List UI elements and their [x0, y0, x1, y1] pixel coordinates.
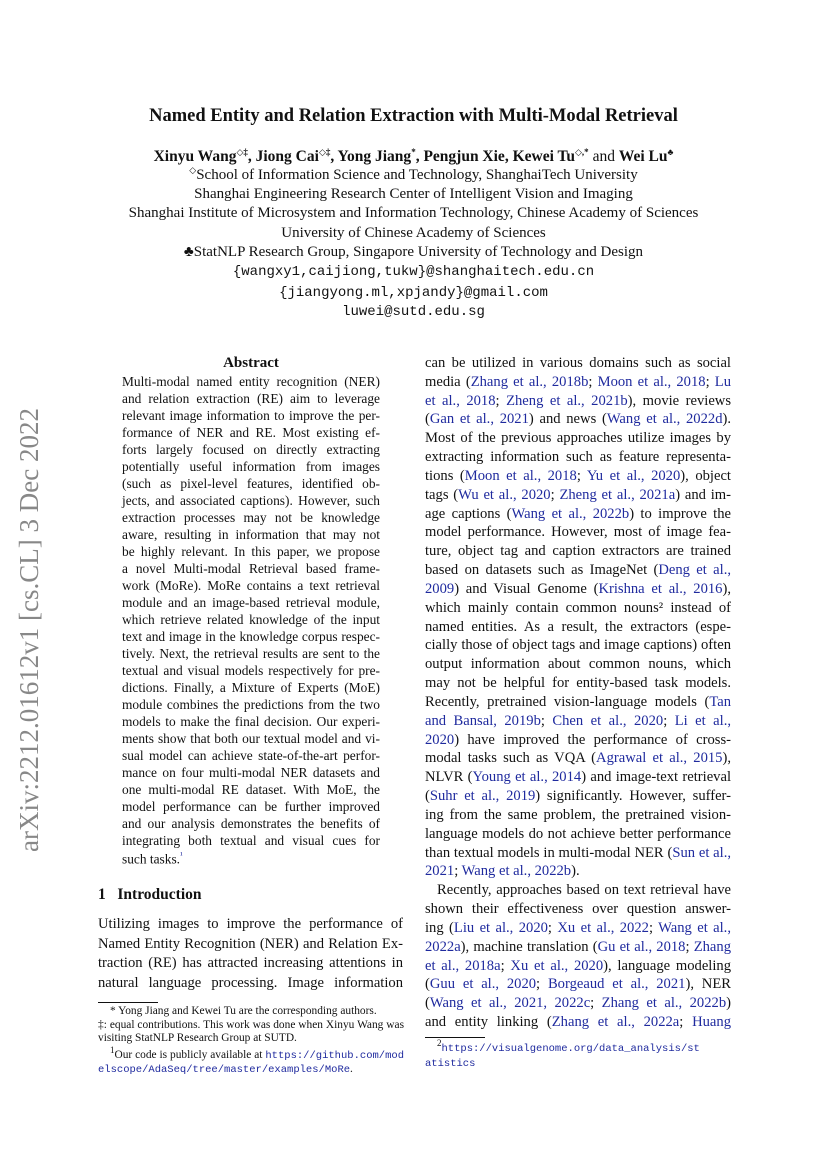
text-line: [122, 595, 380, 613]
text-segment: ;: [590, 995, 602, 1012]
text-segment: tags (: [425, 486, 459, 503]
text-line: [122, 612, 380, 630]
footnote-rule: [425, 1037, 485, 1038]
citation-link[interactable]: Zhang et al., 2022a: [551, 1014, 680, 1031]
citation-link[interactable]: Chen et al., 2020: [552, 712, 664, 729]
text-segment: text and image in the knowledge corpus respec-: [122, 629, 380, 644]
text-segment: (: [425, 976, 430, 993]
text-line: [425, 769, 731, 787]
text-line: [425, 468, 731, 486]
text-segment: NLVR (: [425, 769, 473, 786]
citation-link[interactable]: Young et al., 2014: [472, 769, 582, 786]
citation-link[interactable]: Wang et al., 2022b: [511, 505, 630, 522]
text-segment: a novel Multi-modal Retrieval based frame-: [122, 561, 380, 576]
visualgenome-link[interactable]: https://visualgenome.org/data_analysis/statistics: [425, 1043, 700, 1070]
citation-link[interactable]: 2022a: [425, 938, 461, 955]
citation-link[interactable]: Zhang et al., 2022b: [601, 995, 727, 1012]
text-line: [98, 975, 403, 993]
text-line: [425, 826, 731, 844]
citation-link[interactable]: Agrawal et al., 2015: [596, 750, 723, 767]
email-line: {wangxy1,caijiong,tukw}@shanghaitech.edu.cn: [232, 264, 595, 280]
text-segment: modal tasks such as VQA (: [425, 750, 597, 767]
text-segment: ;: [685, 938, 694, 955]
citation-link[interactable]: Gu et al., 2018: [597, 938, 686, 955]
text-line: [122, 765, 380, 783]
text-segment: Multi-modal named entity recognition (NER): [122, 374, 380, 389]
text-segment: and entity linking (: [425, 1014, 552, 1031]
text-line: [122, 850, 380, 868]
text-segment: cially those of object tags and image captions) often: [425, 637, 731, 654]
text-segment: media (: [425, 373, 471, 390]
citation-link[interactable]: Liu et al., 2020: [453, 919, 548, 936]
text-segment: and relation extraction (RE) aim to leverage: [122, 391, 380, 406]
text-segment: ;: [500, 957, 511, 974]
text-line: [122, 833, 380, 851]
text-line: [425, 920, 731, 938]
text-segment: ;: [663, 712, 675, 729]
text-line: [425, 411, 731, 429]
text-line: [122, 510, 380, 528]
text-line: [425, 788, 731, 806]
citation-link[interactable]: Suhr et al., 2019: [429, 788, 536, 805]
text-segment: Named Entity Recognition (NER) and Relation Ex-: [98, 935, 403, 952]
text-line: [122, 799, 380, 817]
citation-link[interactable]: Zheng et al., 2021b: [506, 392, 628, 409]
text-line: [425, 694, 731, 712]
text-segment: Recently, approaches based on text retrieval have: [437, 882, 731, 899]
text-line: [122, 527, 380, 545]
footnote-authors: * Yong Jiang and Kewei Tu are the corresponding authors. ‡: equal contributions. This work was done when Xinyu Wang was visiting StatNLP Research Group at SUTD. $^1$Our code is publicly available at https://github.com/modelscope/AdaSeq/tree/master/examples/MoRe.: [98, 1005, 404, 1076]
text-segment: models to make the final decision. Our experi-: [122, 714, 380, 729]
text-line: [437, 882, 731, 900]
citation-link[interactable]: and Bansal, 2019b: [425, 712, 541, 729]
text-segment: traction (RE) has attracted increasing attentions in: [98, 955, 403, 972]
author-list: Xinyu Wang◇‡, Jiong Cai◇‡, Yong Jiang*, Pengjun Xie, Kewei Tu◇,* and Wei Lu♣: [153, 146, 674, 165]
text-segment: ;: [588, 373, 598, 390]
citation-link[interactable]: 2021: [425, 863, 455, 880]
citation-link[interactable]: Wu et al., 2020: [458, 486, 551, 503]
text-line: [122, 493, 380, 511]
citation-link[interactable]: Li et al.,: [674, 712, 731, 729]
text-segment: integrating both textual and visual cues for: [122, 833, 380, 848]
citation-link[interactable]: Wang et al., 2022b: [461, 863, 572, 880]
text-segment: ;: [705, 373, 715, 390]
text-segment: ments show that both our textual model and vi-: [122, 731, 380, 746]
text-segment: Utilizing images to improve the performance of: [98, 916, 403, 932]
text-segment: potentially useful information from images: [122, 459, 380, 474]
citation-link[interactable]: Huang: [692, 1014, 731, 1031]
text-segment: which mainly contain common nouns² instead of: [425, 599, 731, 616]
text-segment: natural language processing. Image information: [98, 974, 403, 991]
text-segment: mance on four multi-modal NER datasets and: [122, 765, 380, 780]
text-segment: shown their effectiveness over question answer-: [425, 901, 731, 918]
text-segment: tively. Next, the retrieval results are sent to the: [122, 646, 380, 661]
citation-link[interactable]: Sun et al.,: [672, 844, 731, 861]
text-line: [122, 391, 380, 409]
text-line: [122, 374, 380, 392]
text-segment: ;: [550, 486, 560, 503]
text-segment: age captions (: [425, 505, 512, 522]
citation-link[interactable]: Wang et al.,: [658, 919, 731, 936]
citation-link[interactable]: et al., 2018a: [425, 957, 501, 974]
text-segment: module combines the predictions from the two: [122, 697, 380, 712]
text-segment: ing (: [425, 919, 454, 936]
affiliation-2: Shanghai Engineering Research Center of Intelligent Vision and Imaging: [194, 186, 633, 202]
citation-link[interactable]: Zheng et al., 2021a: [559, 486, 676, 503]
email-line: {jiangyong.ml,xpjandy}@gmail.com: [279, 285, 548, 301]
text-line: [122, 748, 380, 766]
citation-link[interactable]: Lu: [714, 373, 732, 390]
text-line: [425, 845, 731, 863]
text-line: [425, 449, 731, 467]
text-segment: work (MoRe). MoRe contains a text retrieval: [122, 578, 380, 593]
text-segment: language models do not achieve better performance: [425, 825, 731, 842]
text-segment: can be utilized in various domains such as social: [425, 355, 731, 371]
text-segment: ) significantly. However, suffer-: [535, 788, 731, 805]
text-line: [425, 543, 731, 561]
text-line: [122, 680, 380, 698]
text-segment: ),: [722, 580, 731, 597]
citation-link[interactable]: Guu et al., 2020: [429, 976, 537, 993]
text-segment: ), language modeling: [603, 957, 731, 974]
text-segment: extraction processes may not be knowledge: [122, 510, 380, 525]
affiliation-1: ◇School of Information Science and Technology, ShanghaiTech University: [189, 165, 638, 183]
text-segment: output information about common nouns, which: [425, 656, 731, 673]
text-line: [122, 731, 380, 749]
text-line: [122, 561, 380, 579]
text-line: [122, 459, 380, 477]
citation-link[interactable]: Wang et al., 2022d: [606, 411, 723, 428]
text-segment: Most of the previous approaches utilize images by: [425, 430, 731, 447]
text-segment: jects, and associated captions). However, such: [122, 493, 380, 508]
text-line: [122, 663, 380, 681]
text-segment: ) and im-: [675, 486, 731, 503]
footnote-1: $^1$Our code is publicly available at https://github.com/modelscope/AdaSeq/tree/master/examples/MoRe.: [98, 1044, 404, 1076]
text-segment: forts largely focused on directly extracting: [122, 442, 380, 457]
text-line: [122, 544, 380, 562]
text-segment: tions (: [425, 467, 465, 484]
text-segment: may not be helpful for entity-based task models.: [425, 675, 731, 692]
text-line: [425, 901, 731, 919]
text-segment: relevant image information to improve the per-: [122, 408, 380, 423]
citation-link[interactable]: 2020: [425, 731, 455, 748]
text-line: [122, 408, 380, 426]
text-segment: extracting information such as feature representa-: [425, 449, 731, 466]
text-segment: ), NER: [685, 976, 731, 993]
text-segment: model performance. However, most of image fea-: [425, 524, 731, 541]
text-segment: ): [726, 995, 731, 1012]
text-line: [425, 863, 731, 881]
text-segment: ).: [571, 863, 580, 880]
text-segment: ;: [536, 976, 548, 993]
text-line: [425, 995, 731, 1013]
affiliation-5: ♣StatNLP Research Group, Singapore University of Technology and Design: [183, 244, 644, 260]
text-segment: textual and visual models respectively for pre-: [122, 663, 380, 678]
code-link[interactable]: https://github.com/modelscope/AdaSeq/tree/master/examples/MoRe: [98, 1049, 404, 1076]
text-segment: ) to improve the: [629, 505, 732, 522]
text-line: [425, 506, 731, 524]
footnote-rule: [98, 1002, 158, 1003]
text-segment: be highly relevant. In this paper, we propose: [122, 544, 380, 559]
text-line: [425, 807, 731, 825]
text-segment: ;: [540, 712, 553, 729]
text-segment: (: [425, 995, 430, 1012]
text-segment: based on datasets such as ImageNet (: [425, 562, 659, 579]
text-line: [122, 816, 380, 834]
text-line: [425, 1014, 731, 1032]
text-segment: ), object: [680, 467, 731, 484]
text-line: [122, 697, 380, 715]
citation-link[interactable]: Zhang et al., 2018b: [470, 373, 589, 390]
text-line: [98, 936, 403, 954]
citation-link[interactable]: Krishna et al., 2016: [598, 580, 723, 597]
text-line: [425, 562, 731, 580]
text-segment: ) and news (: [528, 411, 607, 428]
citation-link[interactable]: Tan: [709, 693, 731, 710]
text-segment: ) and Visual Genome (: [454, 580, 599, 597]
text-segment: ) and image-text retrieval: [581, 769, 731, 786]
text-segment: (: [425, 411, 430, 428]
text-line: [122, 442, 380, 460]
text-line: [425, 713, 731, 731]
text-segment: ) have improved the performance of cross-: [454, 731, 731, 748]
text-line: [425, 374, 731, 392]
paper-title: Named Entity and Relation Extraction with Multi-Modal Retrieval: [149, 106, 678, 126]
text-segment: (: [425, 788, 430, 805]
text-segment: formance of NER and RE. Most existing ef-: [122, 425, 380, 440]
text-segment: ;: [454, 863, 462, 880]
text-segment: than textual models in multi-modal NER (: [425, 844, 673, 861]
text-segment: ;: [495, 392, 507, 409]
text-segment: dictions. Finally, a Mixture of Experts (MoE): [122, 680, 380, 695]
citation-link[interactable]: Xu et al., 2022: [557, 919, 649, 936]
text-line: [425, 675, 731, 693]
text-line: [425, 619, 731, 637]
text-line: [122, 782, 380, 800]
text-line: [122, 425, 380, 443]
text-segment: ).: [722, 411, 732, 428]
text-line: [425, 732, 731, 750]
text-segment: and our analysis demonstrates the benefits of: [122, 816, 380, 831]
text-segment: ing from the same problem, the pretrained vision-: [425, 806, 731, 823]
text-segment: sual model can achieve state-of-the-art perfor-: [122, 748, 380, 763]
text-line: [98, 916, 403, 934]
text-segment: aware, resulting in information that may not: [122, 527, 380, 542]
text-segment: one multi-modal RE dataset. With MoE, the: [122, 782, 380, 797]
text-line: [425, 600, 731, 618]
citation-link[interactable]: ¹: [180, 850, 183, 860]
text-line: [122, 714, 380, 732]
text-line: [122, 578, 380, 596]
text-segment: Recently, pretrained vision-language models (: [425, 693, 710, 710]
text-segment: ;: [547, 919, 558, 936]
citation-link[interactable]: Zhang: [693, 938, 731, 955]
text-segment: (such as pixel-level features, identified ob-: [122, 476, 380, 491]
citation-link[interactable]: Xu et al., 2020: [510, 957, 604, 974]
citation-link[interactable]: Moon et al., 2018: [597, 373, 706, 390]
text-segment: named entities. As a result, the extractors (espe-: [425, 618, 731, 635]
text-line: [425, 524, 731, 542]
text-line: [425, 958, 731, 976]
text-segment: ), movie reviews: [627, 392, 732, 409]
email-line: luwei@sutd.edu.sg: [342, 304, 485, 320]
text-line: [98, 955, 403, 973]
text-segment: ;: [576, 467, 587, 484]
text-segment: ture, object tag and caption extractors are trained: [425, 543, 731, 560]
section-heading: 1 Introduction: [98, 886, 202, 903]
citation-link[interactable]: Gan et al., 2021: [429, 411, 529, 428]
footnote-2: $^2$https://visualgenome.org/data_analysis/statistics: [425, 1038, 700, 1070]
text-line: [122, 476, 380, 494]
citation-link[interactable]: Borgeaud et al., 2021: [547, 976, 686, 993]
text-segment: model performance can be further improved: [122, 799, 380, 814]
citation-link[interactable]: Deng et al.,: [658, 562, 731, 579]
abstract-heading: Abstract: [223, 355, 279, 371]
affiliation-4: University of Chinese Academy of Sciences: [281, 225, 546, 241]
affiliation-3: Shanghai Institute of Microsystem and Information Technology, Chinese Academy of Sciences: [128, 205, 699, 221]
text-line: [425, 393, 731, 411]
text-segment: such tasks.: [122, 851, 181, 867]
text-line: [122, 629, 380, 647]
citation-link[interactable]: Yu et al., 2020: [586, 467, 681, 484]
text-line: [425, 637, 731, 655]
text-segment: which retrieve related knowledge of the input: [122, 612, 380, 627]
text-line: [425, 581, 731, 599]
text-line: [425, 750, 731, 768]
paper-page: arXiv:2212.01612v1 [cs.CL] 3 Dec 2022 Named Entity and Relation Extraction with Multi-Modal Retrieval Xinyu Wang◇‡, Jiong Cai◇‡, Yong Jiang*, Pengjun Xie, Kewei Tu◇,* and Wei Lu♣ ◇School of Information Science and Technology, ShanghaiTech University Shanghai Engineering Research Center of Intelligent Vision and Imaging Shanghai Institute of Microsystem and Information Technology, Chinese Academy of Sciences University of Chinese Academy of Sciences ♣StatNLP Research Group, Singapore University of Technology and Design {wangxy1,caijiong,tukw}@shanghaitech.edu.cn {jiangyong.ml,xpjandy}@gmail.com luwei@sutd.edu.sg Abstract Multi-modal named entity recognition (NER) and relation extraction (RE) aim to leverage relevant image information to improve the per- formance of NER and RE. Most existing ef- forts largely focused on directly extracting potentially useful information from images (such as pixel-level features, identified ob- jects, and associated captions). However, such extraction processes may not be knowledge aware, resulting in information that may not be highly relevant. In this paper, we propose a novel Multi-modal Retrieval based frame- work (MoRe). MoRe contains a text retrieval module and an image-based retrieval module, which retrieve related knowledge of the input text and image in the knowledge corpus respec- tively. Next, the retrieval results are sent to the textual and visual models respectively for pre- dictions. Finally, a Mixture of Experts (MoE) module combines the predictions from the two models to make the final decision. Our experi- ments show that both our textual model and vi- sual model can achieve state-of-the-art perfor- mance on four multi-modal NER datasets and one multi-modal RE dataset. With MoE, the model performance can be further improved and our analysis demonstrates the benefits of integrating both textual and visual cues for such tasks.$^{^1}$ 1 Introduction Utilizing images to improve the performance of Named Entity Recognition (NER) and Relation Ex- traction (RE) has attracted increasing attentions in natural language processing. Image information can be utilized in various domains such as social media (Zhang et al., 2018b; Moon et al., 2018; Lu et al., 2018; Zheng et al., 2021b), movie reviews (Gan et al., 2021) and news (Wang et al., 2022d). Most of the previous approaches utilize images by extracting information such as feature representa- tions (Moon et al., 2018; Yu et al., 2020), object tags (Wu et al., 2020; Zheng et al., 2021a) and im- age captions (Wang et al., 2022b) to improve the model performance. However, most of image fea- ture, object tag and caption extractors are trained based on datasets such as ImageNet (Deng et al., 2009) and Visual Genome (Krishna et al., 2016), which mainly contain common nouns² instead of named entities. As a result, the extractors (espe- cially those of object tags and image captions) often output information about common nouns, which may not be helpful for entity-based task models. Recently, pretrained vision-language models (Tan and Bansal, 2019b; Chen et al., 2020; Li et al., 2020) have improved the performance of cross- modal tasks such as VQA (Agrawal et al., 2015), NLVR (Young et al., 2014) and image-text retrieval (Suhr et al., 2019) significantly. However, suffer- ing from the same problem, the pretrained vision- language models do not achieve better performance than textual models in multi-modal NER (Sun et al., 2021; Wang et al., 2022b). Recently, approaches based on text retrieval have shown their effectiveness over question answer- ing (Liu et al., 2020; Xu et al., 2022; Wang et al., 2022a), machine translation (Gu et al., 2018; Zhang et al., 2018a; Xu et al., 2020), language modeling (Guu et al., 2020; Borgeaud et al., 2021), NER (Wang et al., 2021, 2022c; Zhang et al., 2022b) and entity linking (Zhang et al., 2022a; Huang * Yong Jiang and Kewei Tu are the corresponding authors. ‡: equal contributions. This work was done when Xinyu Wang was visiting StatNLP Research Group at SUTD. $^1$Our code is publicly available at https://github.com/modelscope/AdaSeq/tree/master/examples/MoRe. $^2$https://visualgenome.org/data_analysis/statistics: [0, 0, 827, 1170]
citation-link[interactable]: 2009: [425, 580, 455, 597]
text-line: [425, 355, 731, 373]
citation-link[interactable]: Moon et al., 2018: [464, 467, 577, 484]
text-line: [425, 487, 731, 505]
text-segment: ), machine translation (: [460, 938, 598, 955]
citation-link[interactable]: Wang et al., 2021, 2022c: [429, 995, 591, 1012]
text-line: [425, 656, 731, 674]
text-segment: ),: [722, 750, 731, 767]
text-segment: ;: [679, 1014, 693, 1031]
text-line: [122, 646, 380, 664]
text-segment: module and an image-based retrieval module,: [122, 595, 380, 610]
text-line: [425, 430, 731, 448]
text-segment: ;: [648, 919, 659, 936]
text-line: [425, 976, 731, 994]
citation-link[interactable]: et al., 2018: [425, 392, 496, 409]
text-line: [425, 939, 731, 957]
